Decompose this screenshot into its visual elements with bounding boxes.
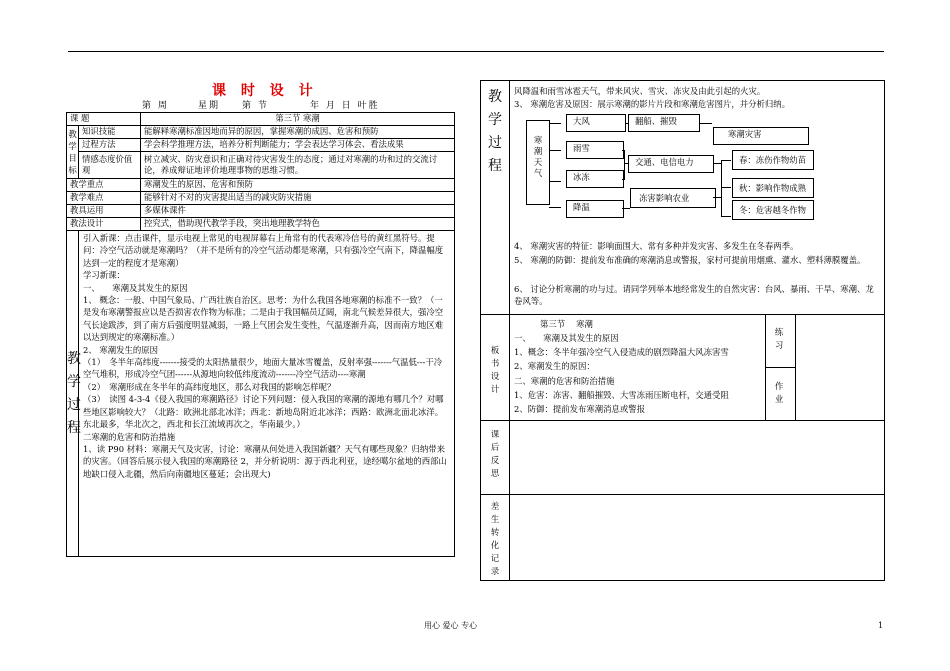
item-4: 4、 寒潮灾害的特征：影响面围大、常有多种并发灾害、多发生在冬春两季。: [514, 241, 799, 251]
effect-box: 翻船、摧毁: [628, 114, 700, 132]
objective-label: 情感态度价值观: [79, 152, 141, 179]
item-6: 6、 讨论分析寒潮的功与过。请同学列举本地经常发生的自然灾害：台风、暴雨、干旱、寒潮、龙卷风等。: [514, 284, 874, 307]
objective-label: 知识技能: [79, 126, 141, 139]
process-label-cell: [67, 231, 79, 557]
design-label: 教法设计: [67, 218, 141, 231]
paragraph: 一、 寒潮及其发生的原因: [83, 282, 188, 293]
connector: [549, 207, 561, 208]
page-title: 课 时 设 计: [212, 83, 318, 99]
lesson-table: [66, 112, 455, 557]
header-weekday: 星期: [198, 101, 221, 111]
connector: [549, 123, 561, 124]
connector: [699, 123, 712, 124]
difficult-label: 教学难点: [67, 192, 141, 205]
objective-value: 学会科学推理方法，培养分析判断能力；学会表达学习体会、看法成果: [141, 139, 455, 152]
process-content: [79, 231, 455, 557]
objective-value: 树立减灾、防灾意识和正确对待灾害发生的态度；通过对寒潮的功和过的交流讨论，养成辩证地评价地理事物的思维习惯。: [141, 152, 455, 179]
page-number: 1: [878, 621, 884, 630]
divider: [480, 314, 884, 315]
board-line: 二、寒潮的危害和防治措施: [514, 376, 615, 386]
topic-label: 课 题: [67, 113, 141, 126]
topic-value: 第三节 寒潮: [141, 113, 455, 126]
process-label: 教学过程: [67, 350, 81, 436]
diagram-source: 寒潮天气: [533, 135, 543, 178]
record-label: 差生转化记录: [490, 501, 500, 576]
connector: [721, 160, 731, 161]
board-line: 1、概念：冬半年强冷空气入侵造成的剧烈降温大风冻害雪: [514, 347, 729, 357]
connector: [721, 187, 731, 188]
paragraph: 1、 概念：一般、中国气象局、广西壮族自治区。思考：为什么我国各地寒潮的标准不一致？（一是发布寒潮警报应以是否损害农作物为标准；二是由于我国幅员辽阔，南北气候差异很大，强冷空气长途跋涉，到了南方后强度明显减弱，一路上气团会发生变性，气温逐渐升高，因而南方地区难以达到规定的寒潮标准。）: [83, 295, 444, 343]
item-3: 3、 寒潮危害及原因：展示寒潮的影片片段和寒潮危害图片，并分析归纳。: [514, 99, 790, 109]
footer-text: 用心 爱心 专心: [424, 621, 478, 630]
connector: [622, 208, 630, 209]
key-label: 教学重点: [67, 179, 141, 192]
season-box: 秋：影响作物成熟: [732, 178, 814, 198]
season-box: 冬：危害越冬作物: [732, 200, 814, 220]
board-line: 一、 寒潮及其发生的原因: [514, 333, 619, 343]
item-5: 5、 寒潮的防御：提前发布准确的寒潮消息或警报，家村可提前用烟熏、灌水、塑料薄膜覆盖。: [514, 255, 866, 265]
design-value: 控究式，借助现代教学手段，突出地理教学特色: [141, 218, 455, 231]
connector: [713, 163, 721, 164]
connector: [549, 150, 561, 151]
season-box: 春：冻伤作物幼苗: [732, 150, 814, 170]
paragraph: （2） 寒潮形成在冬半年的高纬度地区，那么对我国的影响怎样呢？: [83, 381, 336, 392]
difficult-value: 能够针对不对的灾害提出适当的减灾防灾措施: [141, 192, 455, 205]
diagram-source-box: [526, 120, 550, 205]
paragraph: 1、读 P90 材料：寒潮天气及灾害，讨论：寒潮从何处进入我国新疆？天气有哪些现象？归纳带来的灾害。（回答后展示侵入我国的寒潮路径 2，并分析说明：源于西北利亚，途经噶尔盆地的西部山地缺口侵入北疆，然后向南疆地区蔓延；会出现大): [83, 443, 447, 479]
right-process-label: 教学过程: [488, 89, 502, 174]
header-date-teacher: 年 月 日 叶胜: [310, 101, 380, 111]
objective-label: 过程方法: [79, 139, 141, 152]
homework-label: 作业: [774, 381, 784, 404]
cause-box: 雨雪: [566, 141, 624, 159]
connector: [624, 150, 625, 180]
connector: [549, 181, 561, 182]
paragraph: （1） 冬半年高纬度-------接受的太阳热量很少，地面大量冰雪覆盖，反射率强-------气温低---干冷空气堆积，形成冷空气团------从源地向较低纬度流动-------冷空气活动----寒潮: [83, 357, 443, 380]
media-label: 教具运用: [67, 205, 141, 218]
media-value: 多媒体课件: [141, 205, 455, 218]
board-line: 1、危害：冻害、翻船摧毁、大雪冻雨压断电杆，交通受阻: [514, 390, 729, 400]
connector: [713, 197, 721, 198]
paragraph: 2、 寒潮发生的原因: [83, 344, 158, 355]
board-label: 板书设计: [490, 345, 500, 394]
divider: [480, 420, 884, 421]
objectives-label: 教学目标: [67, 126, 79, 179]
header-week: 第 周: [142, 101, 169, 111]
practice-label: 练习: [774, 327, 784, 350]
reflection-label: 课后反思: [490, 429, 500, 478]
header-period: 第 节: [242, 101, 269, 111]
intro-line: 风降温和雨雪冰雹天气，带来风灾、雪灾、冻灾及由此引起的火灾。: [514, 86, 766, 96]
disaster-box: 寒潮灾害: [713, 127, 809, 145]
cause-box: 冰冻: [566, 170, 624, 188]
objective-value: 能解释寒潮标准因地而异的原因，掌握寒潮的成因、危害和预防: [141, 126, 455, 139]
key-value: 寒潮发生的原因、危害和预防: [141, 179, 455, 192]
divider: [480, 494, 884, 495]
divider: [509, 80, 510, 580]
divider: [795, 314, 796, 421]
paragraph: 二寒潮的危害和防治措施: [83, 431, 176, 442]
board-line: 第三节 寒潮: [540, 319, 593, 329]
header-rule: [68, 51, 884, 52]
connector: [721, 160, 722, 217]
divider: [765, 367, 795, 368]
paragraph: 引入新课：点击课件，显示电视上常见的电视屏幕右上角常有的代表寒冷信号的黄红黑符号。提问：冷空气活动就是寒潮吗？（并不是所有的冷空气活动都是寒潮，只有强冷空气南下，降温幅度达到一定的程度才是寒潮）: [83, 233, 444, 268]
cause-box: 大风: [566, 114, 626, 132]
effect-box: 冻害影响农业: [630, 188, 716, 208]
paragraph: （3） 读图 4-3-4《侵入我国的寒潮路径》讨论下列问题：侵入我国的寒潮的源地有哪几个？对哪些地区影响较大？（北路：欧洲北部北冰洋；西北：新地岛附近北冰洋；西路：欧洲北面北冰洋。东北最多，华北次之，西北和长江流域再次之，华南最少。）: [83, 394, 444, 430]
board-line: 2、寒潮发生的原因：: [514, 361, 595, 371]
effect-box: 交通、电信电力: [628, 155, 714, 173]
paragraph: 学习新课：: [83, 270, 125, 281]
cause-box: 降温: [566, 200, 624, 218]
board-line: 2、防御：提前发布寒潮消息或警报: [514, 404, 645, 414]
connector: [721, 216, 731, 217]
